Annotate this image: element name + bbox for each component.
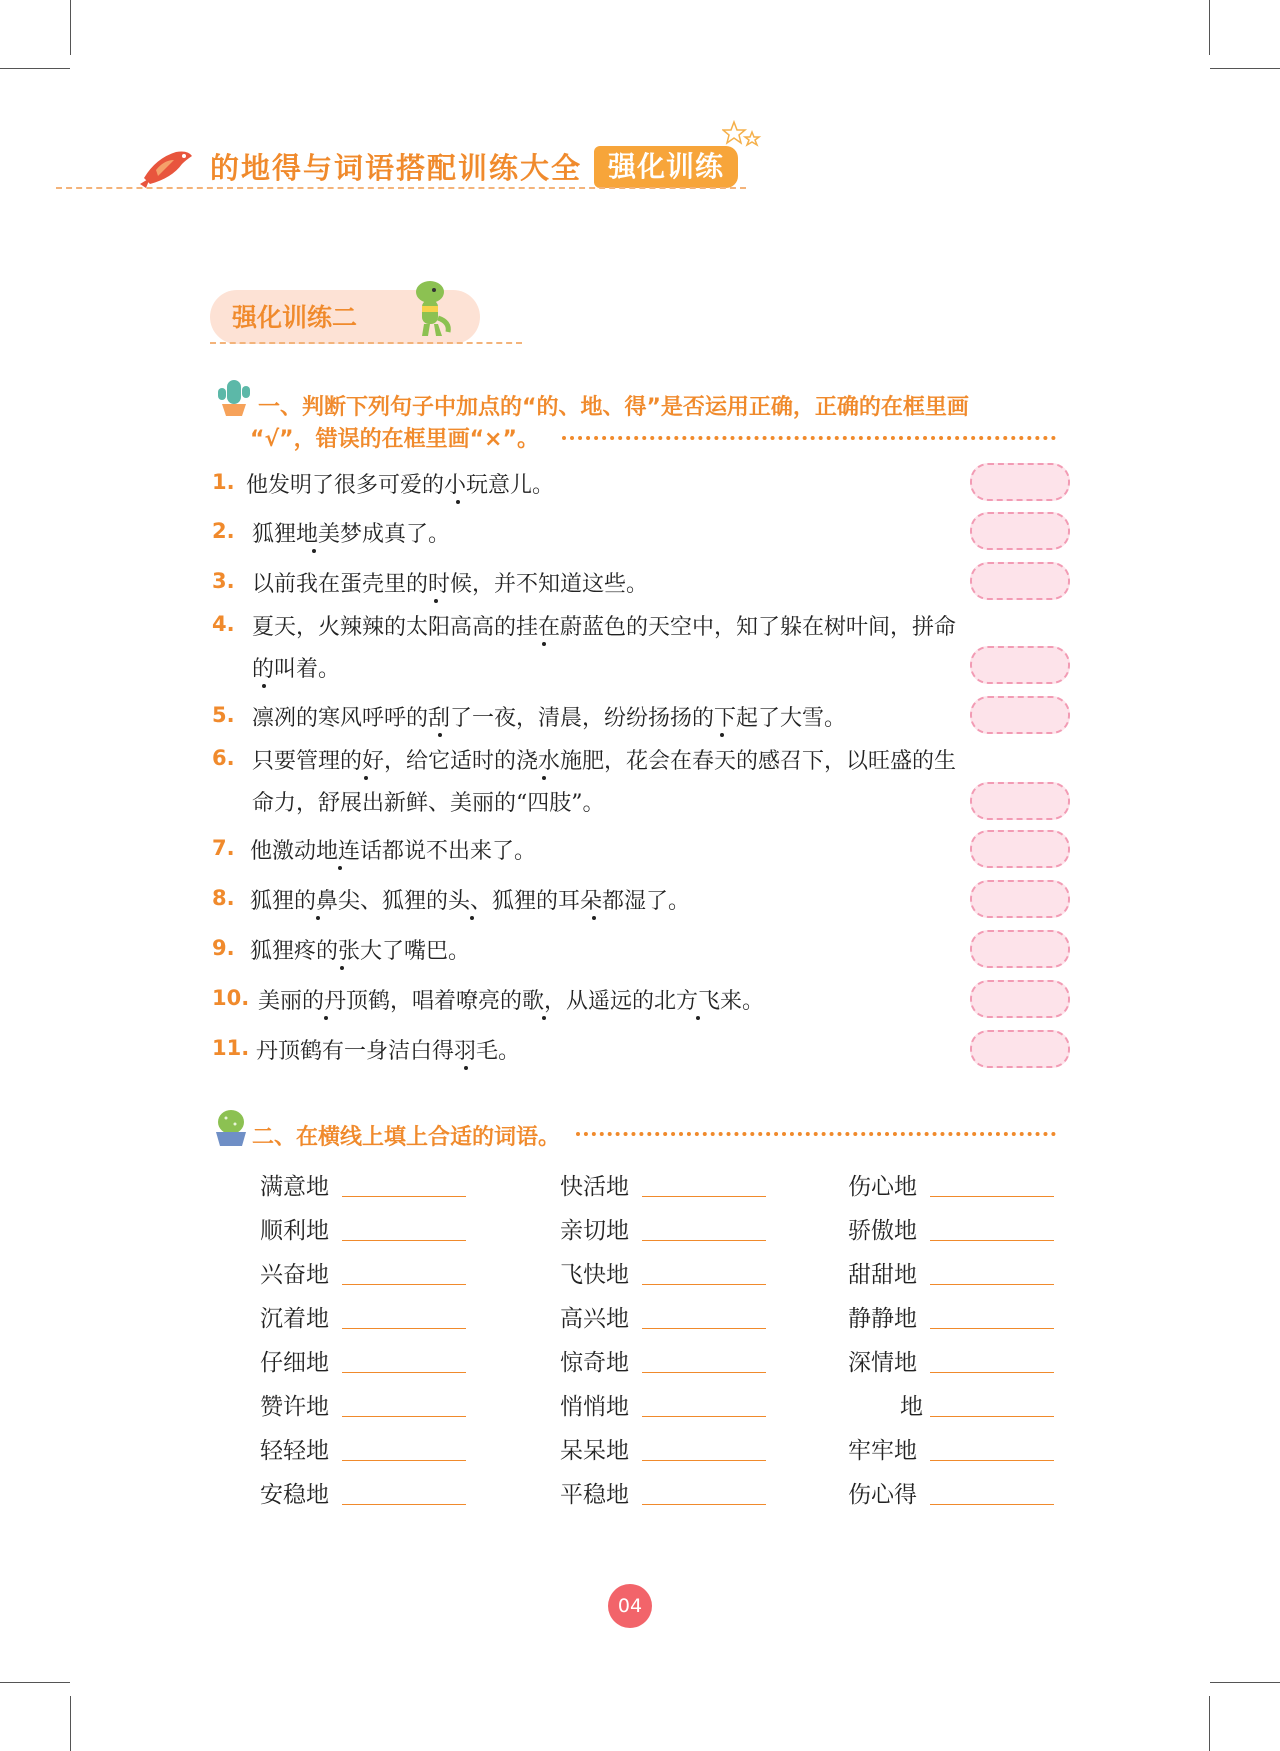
item-sentence: 美丽的丹顶鹤，唱着嘹亮的歌，从遥远的北方飞来。 [258,989,765,1014]
section-label: 强化训练二 [232,303,358,332]
emphasis-dot [542,642,546,646]
answer-blank[interactable] [642,1416,766,1417]
word-prompt: 地 [900,1394,923,1420]
word-prompt: 高兴地 [560,1306,629,1332]
item-sentence-continued: 的叫着。 [252,657,341,682]
item-sentence: 他发明了很多可爱的小玩意儿。 [246,473,555,498]
item-sentence-continued: 命力，舒展出新鲜、美丽的“四肢”。 [252,791,605,816]
emphasis-dot [592,916,596,920]
word-prompt: 牢牢地 [848,1438,917,1464]
item-sentence: 狐狸疼的张大了嘴巴。 [250,939,471,964]
answer-box[interactable] [970,980,1070,1018]
word-prompt: 飞快地 [560,1262,629,1288]
item-number: 8. [212,886,235,910]
answer-blank[interactable] [342,1416,466,1417]
answer-blank[interactable] [642,1372,766,1373]
item-number: 10. [212,986,250,1010]
item-number: 7. [212,836,235,860]
item-number: 2. [212,519,235,543]
item-number: 3. [212,569,235,593]
bird-icon [136,138,196,188]
item-sentence: 只要管理的好，给它适时的浇水施肥，花会在春天的感召下，以旺盛的生 [252,749,957,774]
word-prompt: 赞许地 [260,1394,329,1420]
word-prompt: 快活地 [560,1174,629,1200]
item-sentence: 狐狸的鼻尖、狐狸的头、狐狸的耳朵都湿了。 [250,889,691,914]
answer-blank[interactable] [342,1504,466,1505]
answer-blank[interactable] [342,1460,466,1461]
answer-blank[interactable] [642,1240,766,1241]
answer-blank[interactable] [342,1328,466,1329]
answer-blank[interactable] [930,1240,1054,1241]
crop-mark [0,68,70,69]
header-divider [56,187,746,189]
word-prompt: 惊奇地 [560,1350,629,1376]
answer-blank[interactable] [930,1328,1054,1329]
answer-blank[interactable] [930,1460,1054,1461]
word-prompt: 呆呆地 [560,1438,629,1464]
header-badge: 强化训练 [594,146,738,188]
page-number: 04 [608,1584,652,1628]
word-prompt: 兴奋地 [260,1262,329,1288]
answer-blank[interactable] [930,1416,1054,1417]
answer-blank[interactable] [642,1460,766,1461]
word-prompt: 沉着地 [260,1306,329,1332]
answer-box[interactable] [970,930,1070,968]
word-prompt: 满意地 [260,1174,329,1200]
word-prompt: 伤心地 [848,1174,917,1200]
crop-mark [1210,1682,1280,1683]
word-prompt: 安稳地 [260,1482,329,1508]
emphasis-dot [542,1016,546,1020]
emphasis-dot [364,776,368,780]
answer-box[interactable] [970,830,1070,868]
word-prompt: 骄傲地 [848,1218,917,1244]
item-number: 1. [212,470,235,494]
emphasis-dot [456,500,460,504]
dotted-leader [576,1132,1056,1136]
answer-blank[interactable] [642,1196,766,1197]
dotted-leader [562,436,1056,440]
word-prompt: 静静地 [848,1306,917,1332]
emphasis-dot [324,1016,328,1020]
question-1-title: 一、判断下列句子中加点的“的、地、得”是否运用正确，正确的在框里画 [258,395,969,420]
cactus-icon [214,376,254,418]
item-sentence: 凛冽的寒风呼呼的刮了一夜，清晨，纷纷扬扬的下起了大雪。 [252,706,847,731]
emphasis-dot [262,684,266,688]
crop-mark [70,0,71,55]
item-sentence: 以前我在蛋壳里的时候，并不知道这些。 [252,572,649,597]
crop-mark [70,1696,71,1751]
answer-box[interactable] [970,696,1070,734]
answer-blank[interactable] [930,1372,1054,1373]
answer-box[interactable] [970,646,1070,684]
question-1-title-line2: “√”，错误的在框里画“×”。 [250,427,539,452]
emphasis-dot [696,1016,700,1020]
answer-blank[interactable] [642,1328,766,1329]
answer-blank[interactable] [342,1284,466,1285]
emphasis-dot [312,549,316,553]
answer-blank[interactable] [642,1284,766,1285]
answer-box[interactable] [970,463,1070,501]
word-prompt: 仔细地 [260,1350,329,1376]
emphasis-dot [470,916,474,920]
question-2-title: 二、在横线上填上合适的词语。 [252,1125,561,1150]
cactus-pot-icon [212,1106,250,1148]
emphasis-dot [438,733,442,737]
emphasis-dot [316,916,320,920]
answer-box[interactable] [970,1030,1070,1068]
emphasis-dot [464,1066,468,1070]
word-prompt: 甜甜地 [848,1262,917,1288]
emphasis-dot [720,733,724,737]
answer-blank[interactable] [342,1372,466,1373]
dinosaur-icon [404,278,454,340]
crop-mark [0,1682,70,1683]
header-title: 的地得与词语搭配训练大全 [210,151,583,185]
crop-mark [1209,0,1210,55]
answer-blank[interactable] [342,1240,466,1241]
item-number: 11. [212,1036,250,1060]
answer-blank[interactable] [930,1284,1054,1285]
word-prompt: 亲切地 [560,1218,629,1244]
answer-blank[interactable] [930,1504,1054,1505]
answer-blank[interactable] [342,1196,466,1197]
item-sentence: 他激动地连话都说不出来了。 [250,839,537,864]
crop-mark [1209,1696,1210,1751]
word-prompt: 轻轻地 [260,1438,329,1464]
word-prompt: 伤心得 [848,1482,917,1508]
section-divider [210,342,522,344]
answer-blank[interactable] [642,1504,766,1505]
item-sentence: 狐狸地美梦成真了。 [252,522,451,547]
answer-box[interactable] [970,782,1070,820]
answer-blank[interactable] [930,1196,1054,1197]
crop-mark [1210,68,1280,69]
answer-box[interactable] [970,562,1070,600]
item-number: 9. [212,936,235,960]
word-prompt: 悄悄地 [560,1394,629,1420]
answer-box[interactable] [970,512,1070,550]
emphasis-dot [338,866,342,870]
answer-box[interactable] [970,880,1070,918]
word-prompt: 顺利地 [260,1218,329,1244]
emphasis-dot [340,966,344,970]
item-number: 5. [212,703,235,727]
item-sentence: 夏天，火辣辣的太阳高高的挂在蔚蓝色的天空中，知了躲在树叶间，拼命 [252,615,957,640]
word-prompt: 深情地 [848,1350,917,1376]
word-prompt: 平稳地 [560,1482,629,1508]
emphasis-dot [434,599,438,603]
emphasis-dot [542,776,546,780]
item-number: 4. [212,612,235,636]
item-sentence: 丹顶鹤有一身洁白得羽毛。 [256,1039,521,1064]
item-number: 6. [212,746,235,770]
